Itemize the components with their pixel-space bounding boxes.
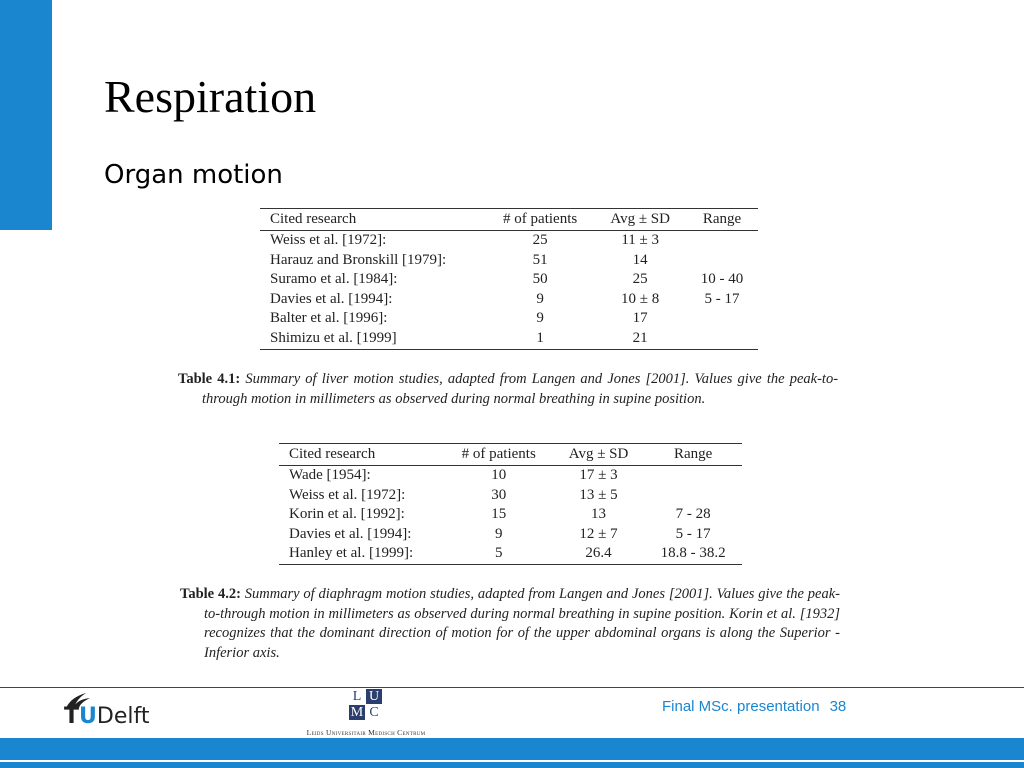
table-row [260, 290, 758, 310]
caption-text: Summary of liver motion studies, adapted from Langen and Jones [2001]. Values give the peak-to-through motion in millimeters as observed during normal breathing in supine position. [202, 371, 839, 407]
accent-block [0, 0, 52, 230]
logo-word-delft: Delft [96, 704, 150, 729]
column-header: Cited research [279, 444, 445, 466]
table-cell: 21 [594, 329, 686, 349]
table-cell: 10 - 40 [700, 271, 744, 288]
caption-label: Table 4.1: [178, 371, 241, 387]
table-cell: Wade [1954]: [289, 467, 371, 483]
table-cell: 51 [532, 251, 548, 268]
table-cell [644, 466, 742, 486]
table-header-row [260, 209, 758, 231]
table-cell: 17 [632, 310, 648, 327]
diaphragm-motion-table [279, 443, 742, 565]
table-cell [686, 251, 758, 271]
table-cell: 10 ± 8 [621, 290, 660, 307]
table-row [279, 486, 742, 506]
table-cell [644, 486, 742, 506]
table-cell: 15 [491, 506, 507, 523]
table-cell: Shimizu et al. [1999] [260, 329, 486, 349]
table-cell: 5 - 17 [704, 290, 740, 307]
table-cell: 7 - 28 [675, 506, 711, 523]
table-cell: 30 [491, 486, 507, 503]
table-cell: 18.8 - 38.2 [644, 544, 742, 564]
table-cell: Suramo et al. [1984]: [270, 271, 398, 288]
table-row [279, 544, 742, 564]
table-cell: 9 [494, 525, 503, 542]
table-cell: Balter et al. [1996]: [270, 310, 388, 327]
slide-subtitle: Organ motion [104, 160, 283, 190]
table-cell: Harauz and Bronskill [1979]: [270, 251, 447, 268]
table-cell: Davies et al. [1994]: [270, 290, 393, 307]
table-cell [686, 309, 758, 329]
table-row [279, 525, 742, 545]
table-cell: 1 [486, 329, 594, 349]
lumc-name: Leids Universitair Medisch Centrum [306, 728, 426, 737]
footer-color-bar [0, 738, 1024, 760]
column-header: Range [644, 444, 742, 466]
table-cell: Weiss et al. [1972]: [289, 486, 406, 503]
table-row [279, 505, 742, 525]
presentation-label: Final MSc. presentation [662, 698, 820, 715]
table-cell: 13 ± 5 [579, 486, 618, 503]
table-cell: 50 [532, 271, 548, 288]
column-header: Range [686, 209, 758, 231]
liver-motion-table [260, 208, 758, 350]
column-header: Cited research [260, 209, 486, 231]
table-cell: 25 [632, 271, 648, 288]
lumc-logo [280, 687, 452, 737]
caption-label: Table 4.2: [180, 586, 241, 602]
lumc-letter: M [350, 705, 364, 720]
lumc-emblem [349, 689, 383, 721]
table-row [260, 329, 758, 349]
table-cell: 11 ± 3 [621, 232, 660, 248]
table-row [260, 270, 758, 290]
caption-text: Summary of diaphragm motion studies, adapted from Langen and Jones [2001]. Values give the peak-to-through motion in millimeters as observed during normal breathing in supine position. Korin et al. [1932] recognizes that the dominant direction of motion for of the upper abdominal organs is along the Superior - Inferior axis. [204, 586, 841, 661]
table-cell: 9 [536, 310, 544, 327]
table-cell: Korin et al. [1992]: [289, 506, 405, 523]
column-header: Avg ± SD [553, 444, 645, 466]
table-cell: 25 [532, 232, 548, 248]
table-cell: Davies et al. [1994]: [289, 525, 412, 542]
column-header: # of patients [445, 444, 553, 466]
table-cell: 5 - 17 [675, 525, 711, 542]
logo-letter-u: U [79, 704, 97, 729]
column-header: # of patients [486, 209, 594, 231]
table-header-row [279, 444, 742, 466]
logo-letter-t: T [64, 704, 80, 729]
table-cell: 17 ± 3 [579, 467, 618, 483]
table-caption [178, 370, 838, 409]
table-cell: Hanley et al. [1999]: [279, 544, 445, 564]
table-row [260, 231, 758, 251]
lumc-letter: L [349, 689, 365, 704]
slide-title: Respiration [104, 71, 317, 122]
table-cell: 5 [445, 544, 553, 564]
tu-delft-wordmark [64, 704, 149, 729]
footer-divider [0, 687, 1024, 688]
table-cell: 14 [632, 251, 648, 268]
table-cell: 26.4 [553, 544, 645, 564]
lumc-letter: U [366, 689, 382, 704]
footer-info [662, 698, 846, 715]
page-number: 38 [829, 698, 847, 715]
lumc-letter: C [366, 705, 382, 720]
table-cell [686, 231, 758, 251]
table-row [260, 309, 758, 329]
table-row [279, 466, 742, 486]
table-cell: Weiss et al. [1972]: [270, 232, 387, 248]
table-caption [180, 585, 840, 663]
table-cell: 12 ± 7 [579, 525, 618, 542]
tu-delft-logo [64, 690, 174, 736]
footer-color-stripe [0, 762, 1024, 768]
table-cell: 10 [491, 467, 507, 483]
table-cell: 13 [591, 506, 607, 523]
column-header: Avg ± SD [594, 209, 686, 231]
table-cell [686, 329, 758, 349]
table-cell: 9 [536, 290, 544, 307]
table-row [260, 251, 758, 271]
